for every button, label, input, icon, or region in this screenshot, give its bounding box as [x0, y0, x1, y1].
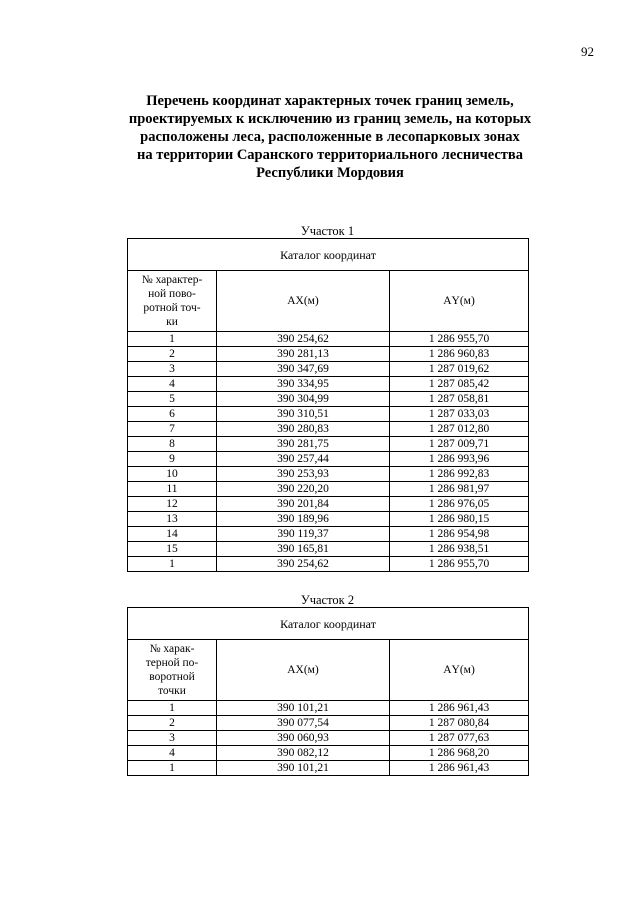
- y-coordinate-cell: 1 287 019,62: [390, 362, 529, 377]
- point-number-cell: 1: [128, 761, 217, 776]
- table-row: [128, 731, 529, 746]
- point-number-cell: 6: [128, 407, 217, 422]
- point-number-cell: 11: [128, 482, 217, 497]
- y-coordinate-cell: 1 287 058,81: [390, 392, 529, 407]
- x-coordinate-cell: 390 310,51: [217, 407, 390, 422]
- point-number-cell: 2: [128, 347, 217, 362]
- table-row: [128, 542, 529, 557]
- point-number-cell: 15: [128, 542, 217, 557]
- point-number-cell: 8: [128, 437, 217, 452]
- x-coordinate-cell: 390 254,62: [217, 332, 390, 347]
- x-coordinate-cell: 390 165,81: [217, 542, 390, 557]
- table-row: [128, 362, 529, 377]
- y-coordinate-header: АY(м): [390, 640, 529, 701]
- y-coordinate-cell: 1 286 960,83: [390, 347, 529, 362]
- point-number-cell: 14: [128, 527, 217, 542]
- y-coordinate-cell: 1 286 955,70: [390, 557, 529, 572]
- point-number-cell: 1: [128, 701, 217, 716]
- x-coordinate-cell: 390 201,84: [217, 497, 390, 512]
- y-coordinate-cell: 1 286 961,43: [390, 701, 529, 716]
- y-coordinate-cell: 1 286 961,43: [390, 761, 529, 776]
- x-coordinate-cell: 390 082,12: [217, 746, 390, 761]
- y-coordinate-cell: 1 286 993,96: [390, 452, 529, 467]
- title-line: проектируемых к исключению из границ земель, на которых: [128, 111, 532, 127]
- point-number-header: [128, 640, 217, 701]
- x-coordinate-cell: 390 119,37: [217, 527, 390, 542]
- x-coordinate-cell: 390 281,13: [217, 347, 390, 362]
- point-number-cell: 13: [128, 512, 217, 527]
- document-title: [60, 92, 600, 182]
- x-coordinate-cell: 390 347,69: [217, 362, 390, 377]
- y-coordinate-cell: 1 286 992,83: [390, 467, 529, 482]
- point-number-cell: 4: [128, 746, 217, 761]
- x-coordinate-cell: 390 254,62: [217, 557, 390, 572]
- header-line: ки: [166, 316, 178, 328]
- table-row: [128, 422, 529, 437]
- coordinates-table-2: [127, 607, 529, 776]
- table-row: [128, 452, 529, 467]
- title-line: расположены леса, расположенные в лесопарковых зонах: [140, 129, 520, 145]
- point-number-cell: 5: [128, 392, 217, 407]
- table-row: [128, 716, 529, 731]
- table-row: [128, 407, 529, 422]
- x-coordinate-cell: 390 257,44: [217, 452, 390, 467]
- x-coordinate-cell: 390 077,54: [217, 716, 390, 731]
- y-coordinate-cell: 1 286 954,98: [390, 527, 529, 542]
- section-caption-2: Участок 2: [300, 593, 355, 607]
- point-number-cell: 7: [128, 422, 217, 437]
- y-coordinate-cell: 1 287 033,03: [390, 407, 529, 422]
- point-number-cell: 10: [128, 467, 217, 482]
- y-coordinate-cell: 1 287 012,80: [390, 422, 529, 437]
- table-row: [128, 437, 529, 452]
- table-row: [128, 746, 529, 761]
- y-coordinate-cell: 1 287 077,63: [390, 731, 529, 746]
- catalog-header: Каталог координат: [128, 239, 529, 271]
- y-coordinate-cell: 1 286 981,97: [390, 482, 529, 497]
- x-coordinate-header: АХ(м): [217, 640, 390, 701]
- x-coordinate-cell: 390 220,20: [217, 482, 390, 497]
- point-number-cell: 12: [128, 497, 217, 512]
- x-coordinate-header: АХ(м): [217, 271, 390, 332]
- header-line: терной по-: [145, 657, 199, 669]
- table-row: [128, 761, 529, 776]
- point-number-cell: 1: [128, 332, 217, 347]
- header-line: № харак-: [149, 643, 195, 655]
- page-number: 92: [581, 44, 594, 59]
- table-row: [128, 467, 529, 482]
- table-row: [128, 392, 529, 407]
- y-coordinate-cell: 1 286 976,05: [390, 497, 529, 512]
- point-number-cell: 3: [128, 362, 217, 377]
- y-coordinate-cell: 1 287 009,71: [390, 437, 529, 452]
- table-row: [128, 512, 529, 527]
- title-line: Республики Мордовия: [256, 165, 404, 181]
- header-line: воротной: [149, 671, 195, 683]
- y-coordinate-cell: 1 287 080,84: [390, 716, 529, 731]
- title-line: Перечень координат характерных точек границ земель,: [146, 93, 514, 109]
- y-coordinate-cell: 1 286 938,51: [390, 542, 529, 557]
- table-row: [128, 482, 529, 497]
- catalog-header: Каталог координат: [128, 608, 529, 640]
- title-line: на территории Саранского территориального лесничества: [136, 147, 524, 163]
- table-row: [128, 497, 529, 512]
- x-coordinate-cell: 390 253,93: [217, 467, 390, 482]
- x-coordinate-cell: 390 060,93: [217, 731, 390, 746]
- section-caption-1: Участок 1: [300, 224, 355, 238]
- point-number-cell: 3: [128, 731, 217, 746]
- table-row: [128, 377, 529, 392]
- x-coordinate-cell: 390 280,83: [217, 422, 390, 437]
- x-coordinate-cell: 390 334,95: [217, 377, 390, 392]
- x-coordinate-cell: 390 304,99: [217, 392, 390, 407]
- table-row: [128, 527, 529, 542]
- point-number-cell: 1: [128, 557, 217, 572]
- table-row: [128, 332, 529, 347]
- table-row: [128, 347, 529, 362]
- y-coordinate-cell: 1 287 085,42: [390, 377, 529, 392]
- x-coordinate-cell: 390 189,96: [217, 512, 390, 527]
- x-coordinate-cell: 390 281,75: [217, 437, 390, 452]
- header-line: точки: [158, 685, 186, 697]
- y-coordinate-header: АY(м): [390, 271, 529, 332]
- point-number-cell: 4: [128, 377, 217, 392]
- y-coordinate-cell: 1 286 955,70: [390, 332, 529, 347]
- point-number-cell: 9: [128, 452, 217, 467]
- coordinates-table-1: [127, 238, 529, 572]
- point-number-cell: 2: [128, 716, 217, 731]
- y-coordinate-cell: 1 286 980,15: [390, 512, 529, 527]
- header-line: № характер-: [141, 274, 203, 286]
- header-line: ротной точ-: [143, 302, 201, 314]
- x-coordinate-cell: 390 101,21: [217, 761, 390, 776]
- header-line: ной пово-: [148, 288, 196, 300]
- table-row: [128, 557, 529, 572]
- table-row: [128, 701, 529, 716]
- x-coordinate-cell: 390 101,21: [217, 701, 390, 716]
- y-coordinate-cell: 1 286 968,20: [390, 746, 529, 761]
- point-number-header: [128, 271, 217, 332]
